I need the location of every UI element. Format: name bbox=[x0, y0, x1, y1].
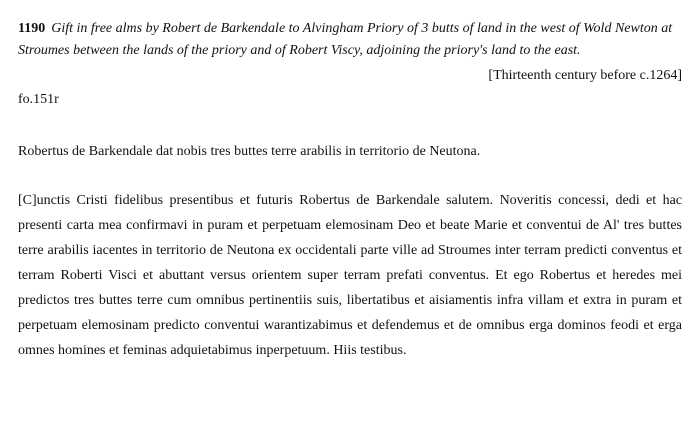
entry-summary: Robertus de Barkendale dat nobis tres buttes terre arabilis in territorio de Neutona. bbox=[18, 144, 481, 159]
entry-number: 1190 bbox=[18, 21, 46, 36]
folio-reference: fo.151r bbox=[18, 92, 59, 107]
entry-heading bbox=[18, 18, 682, 62]
entry-title: Gift in free alms by Robert de Barkendale to Alvingham Priory of 3 butts of land in the west of Wold Newton at Stroumes between the lands of the priory and of Robert Viscy, adjoining the priory's land to the east. bbox=[18, 21, 673, 58]
charter-text: [C]unctis Cristi fidelibus presentibus et futuris Robertus de Barkendale salutem. Noveritis concessi, dedi et hac presenti carta mea confirmavi in puram et perpetuam elemosinam Deo et beate Marie et conventui de Al' tres buttes terre arabilis iacentes in territorio de Neutona ex occidentali parte ville ad Stroumes inter terram predicti conventus et terram Roberti Visci et abuttant versus orientem super terram prefati conventus. Et ego Robertus et heredes mei predictos tres buttes terre cum omnibus pertinentiis suis, libertatibus et aisiamentis infra villam et extra in puram et perpetuam elemosinam predicto conventui warantizabimus et defendemus et de omnibus erga dominos feodi et erga omnes homines et feminas adquietabimus inperpetuum. Hiis testibus. bbox=[18, 193, 682, 358]
document-page bbox=[18, 18, 682, 363]
entry-date: [Thirteenth century before c.1264] bbox=[488, 68, 682, 83]
